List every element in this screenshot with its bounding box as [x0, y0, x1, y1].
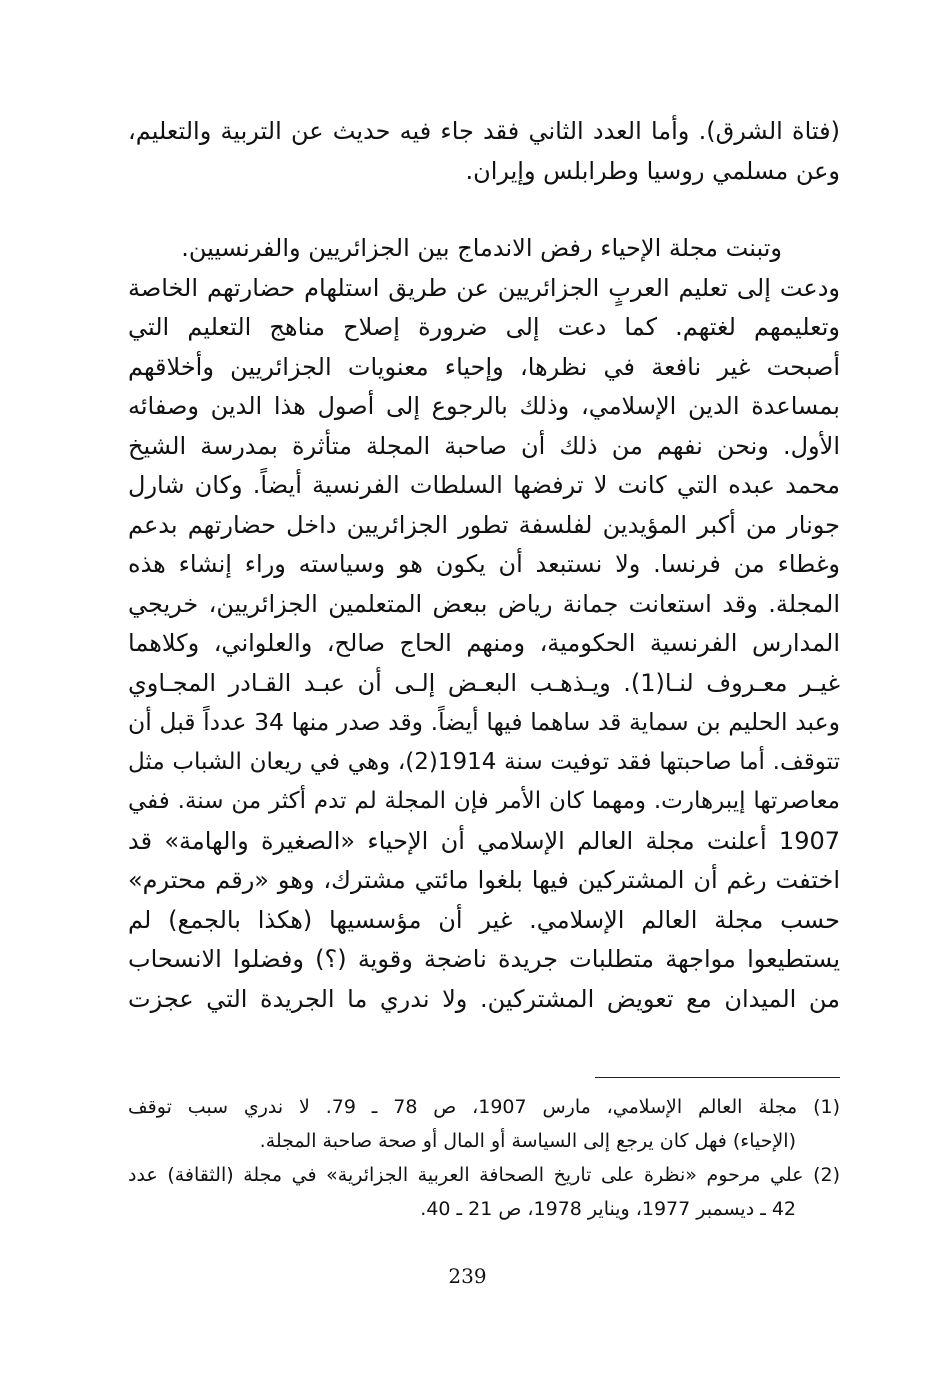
- text-line: المدارس الفرنسية الحكومية، ومنهم الحاج صالح، والعلواني، وكلاهما: [128, 629, 840, 657]
- footnote-1-line: (الإحياء) فهل كان يرجع إلى السياسة أو المال أو صحة صاحبة المجلة.: [259, 1130, 796, 1152]
- text-line: من الميدان مع تعويض المشتركين. ولا ندري ما الجريدة التي عجزت: [128, 984, 840, 1013]
- text-line: وعن مسلمي روسيا وطرابلس وإيران.: [465, 156, 840, 185]
- text-line: وغطاء من فرنسا. ولا نستبعد أن يكون هو وسياسته وراء إنشاء هذه: [128, 550, 840, 578]
- text-line: يستطيعوا مواجهة متطلبات جريدة ناضجة وقوية (؟) وفضلوا الانسحاب: [128, 945, 840, 973]
- text-line: معاصرتها إيبرهارت. ومهما كان الأمر فإن المجلة لم تدم أكثر من سنة. ففي: [128, 788, 840, 814]
- text-line: تتوقف. أما صاحبتها فقد توفيت سنة 1914(2)، وهي في ريعان الشباب مثل: [128, 748, 840, 775]
- text-line: وتعليمهم لغتهم. كما دعت إلى ضرورة إصلاح مناهج التعليم التي: [128, 313, 840, 341]
- footnote-2-line: 42 ـ ديسمبر 1977، ويناير 1978، ص 21 ـ 40.: [420, 1198, 796, 1220]
- main-text: [128, 112, 840, 1019]
- footnote-divider: [595, 1077, 840, 1078]
- footnote-1-line: (1) مجلة العالم الإسلامي، مارس 1907، ص 78 ـ 79. لا ندري سبب توقف: [128, 1096, 840, 1118]
- text-line: (فتاة الشرق). وأما العدد الثاني فقد جاء فيه حديث عن التربية والتعليم،: [128, 117, 840, 145]
- text-line: 1907 أعلنت مجلة العالم الإسلامي أن الإحياء «الصغيرة والهامة» قد: [128, 826, 840, 855]
- text-line: ودعت إلى تعليم العربٍ الجزائريين عن طريق استلهام حضارتهم الخاصة: [128, 273, 840, 302]
- footnote-2-line: (2) علي مرحوم «نظرة على تاريخ الصحافة العربية الجزائرية» في مجلة (الثقافة) عدد: [128, 1164, 840, 1186]
- text-line: الأول. ونحن نفهم من ذلك أن صاحبة المجلة متأثرة بمدرسة الشيخ: [128, 431, 840, 460]
- footnotes: [128, 1090, 840, 1226]
- text-line: بمساعدة الدين الإسلامي، وذلك بالرجوع إلى أصول هذا الدين وصفائه: [128, 392, 840, 420]
- text-line: جونار من أكبر المؤيدين لفلسفة تطور الجزائريين داخل حضارتهم بدعم: [128, 510, 840, 539]
- text-line: وعبد الحليم بن سماية قد ساهما فيها أيضاً. وقد صدر منها 34 عدداً قبل أن: [128, 708, 840, 736]
- page-number: 239: [448, 1264, 487, 1288]
- text-line: محمد عبده التي كانت لا ترفضها السلطات الفرنسية أيضاً. وكان شارل: [128, 471, 840, 499]
- text-line: اختفت رغم أن المشتركين فيها بلغوا مائتي مشترك، وهو «رقم محترم»: [128, 866, 840, 894]
- text-line: المجلة. وقد استعانت جمانة رياض ببعض المتعلمين الجزائريين، خريجي: [128, 589, 840, 618]
- paragraph-gap: [128, 191, 840, 229]
- text-line: حسب مجلة العالم الإسلامي. غير أن مؤسسيها (هكذا بالجمع) لم: [128, 905, 840, 934]
- text-line: أصبحت غير نافعة في نظرها، وإحياء معنويات الجزائريين وأخلاقهم: [128, 352, 840, 381]
- text-line: وتبنت مجلة الإحياء رفض الاندماج بين الجزائريين والفرنسيين.: [181, 234, 782, 262]
- text-line: غيـر معـروف لنـا(1). ويـذهـب البعـض إلـى أن عبـد القـادر المجـاوي: [128, 668, 840, 697]
